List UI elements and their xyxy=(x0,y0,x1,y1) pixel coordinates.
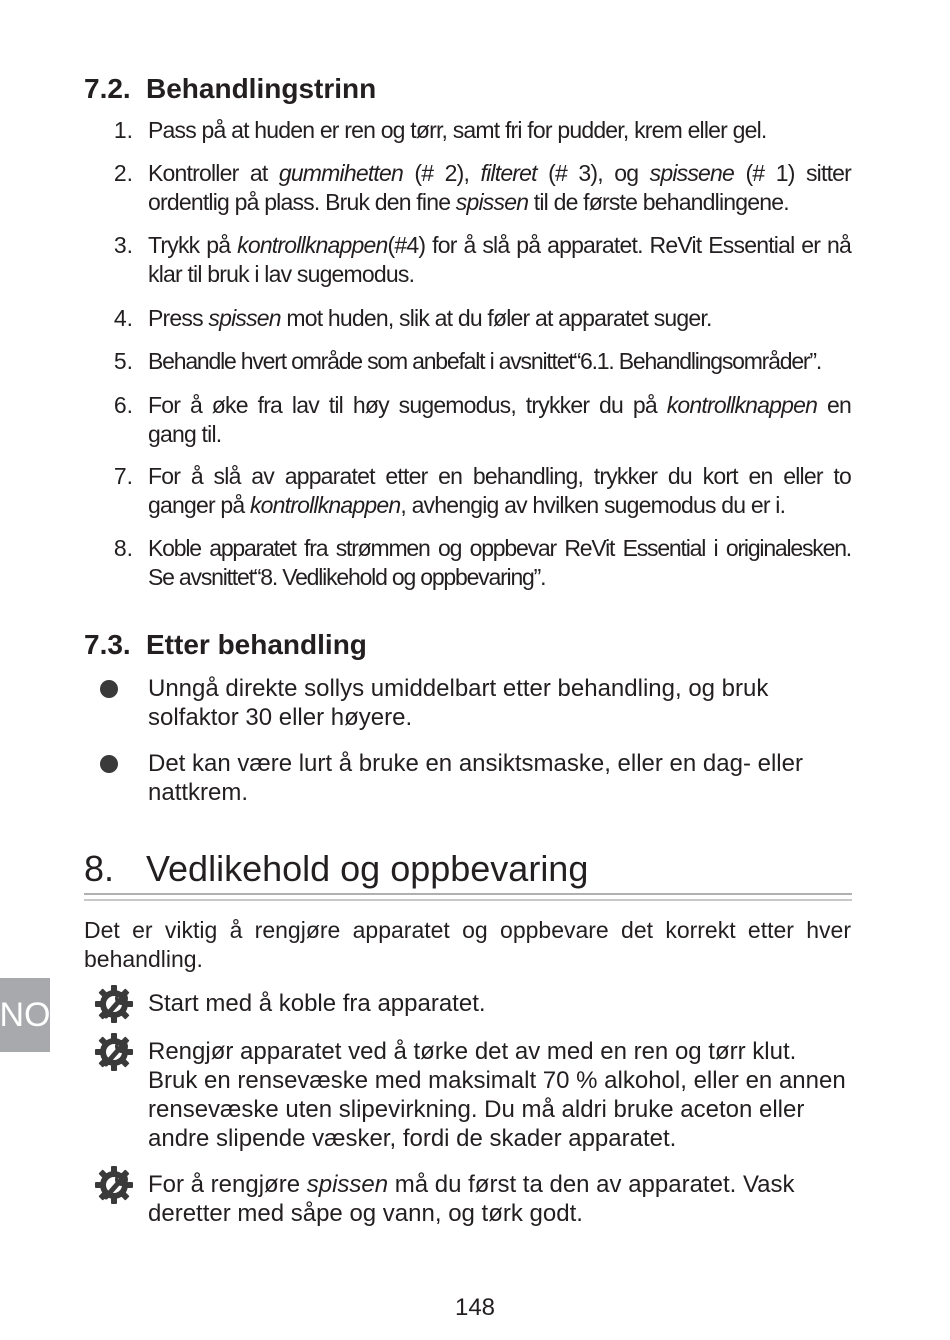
bullet-item xyxy=(148,749,851,807)
section-7-3-heading xyxy=(84,628,684,662)
step-text: Koble apparatet fra strømmen og oppbevar ReVit Essential i originalesken. Se avsnittet“8. Vedlikehold og oppbevaring”. xyxy=(148,535,851,590)
section-number: 7.3. xyxy=(84,629,131,660)
heading-rule xyxy=(84,899,852,901)
step-3 xyxy=(113,231,851,289)
step-1 xyxy=(113,116,851,145)
step-text: For å øke fra lav til høy sugemodus, trykker du på kontrollknappen en gang til. xyxy=(148,392,851,447)
step-number: 5. xyxy=(113,348,133,374)
step-7 xyxy=(113,462,851,520)
step-number: 3. xyxy=(113,232,133,258)
step-number: 7. xyxy=(113,463,133,489)
step-number: 1. xyxy=(113,117,133,143)
chapter-intro: Det er viktig å rengjøre apparatet og oppbevare det korrekt etter hver behandling. xyxy=(84,917,851,972)
maintenance-gear-icon xyxy=(93,1031,135,1073)
maintenance-item xyxy=(148,1037,851,1153)
section-title: Behandlingstrinn xyxy=(146,73,377,104)
maintenance-gear-icon xyxy=(93,1164,135,1206)
step-8 xyxy=(113,534,851,592)
bullet-icon xyxy=(100,755,118,773)
maintenance-gear-icon xyxy=(93,983,135,1025)
step-number: 2. xyxy=(113,160,133,186)
step-5 xyxy=(113,347,851,376)
step-number: 4. xyxy=(113,305,133,331)
maintenance-item xyxy=(148,1170,851,1228)
language-tab: NO xyxy=(0,978,50,1052)
step-text: Kontroller at gummihetten (# 2), filteret (# 3), og spissene (# 1) sitter ordentlig på plass. Bruk den fine spissen til de første behandlingene. xyxy=(148,160,852,215)
step-text: For å slå av apparatet etter en behandling, trykker du kort en eller to ganger på kontrollknappen, avhengig av hvilken sugemodus du er i. xyxy=(148,463,851,518)
maintenance-text: Rengjør apparatet ved å tørke det av med en ren og tørr klut. Bruk en rensevæske med maksimalt 70 % alkohol, eller en annen rensevæske uten slipevirkning. Du må aldri bruke aceton eller andre slipende væsker, fordi de skader apparatet. xyxy=(148,1038,846,1152)
step-text: Press spissen mot huden, slik at du føler at apparatet suger. xyxy=(148,305,712,331)
page-number: 148 xyxy=(454,1294,496,1321)
bullet-text: Det kan være lurt å bruke en ansiktsmaske, eller en dag- eller nattkrem. xyxy=(148,750,803,806)
step-2 xyxy=(113,159,852,217)
maintenance-item xyxy=(148,989,851,1018)
bullet-icon xyxy=(100,680,118,698)
step-6 xyxy=(113,391,851,449)
step-text: Behandle hvert område som anbefalt i avsnittet“6.1. Behandlingsområder”. xyxy=(148,348,822,374)
chapter-8-heading xyxy=(84,848,844,890)
chapter-number: 8. xyxy=(84,848,115,889)
chapter-title: Vedlikehold og oppbevaring xyxy=(146,848,589,889)
step-text: Pass på at huden er ren og tørr, samt fri for pudder, krem eller gel. xyxy=(148,117,767,143)
step-number: 6. xyxy=(113,392,133,418)
maintenance-text: Start med å koble fra apparatet. xyxy=(148,990,486,1017)
maintenance-text: For å rengjøre spissen må du først ta den av apparatet. Vask deretter med såpe og vann, og tørk godt. xyxy=(148,1171,795,1227)
section-title: Etter behandling xyxy=(146,629,367,660)
bullet-text: Unngå direkte sollys umiddelbart etter behandling, og bruk solfaktor 30 eller høyere. xyxy=(148,675,769,731)
section-number: 7.2. xyxy=(84,73,131,104)
section-7-2-heading xyxy=(84,72,684,106)
heading-rule xyxy=(84,893,852,895)
step-text: Trykk på kontrollknappen(#4) for å slå på apparatet. ReVit Essential er nå klar til bruk i lav sugemodus. xyxy=(148,232,851,287)
step-4 xyxy=(113,304,851,333)
step-number: 8. xyxy=(113,535,133,561)
bullet-item xyxy=(148,674,851,732)
